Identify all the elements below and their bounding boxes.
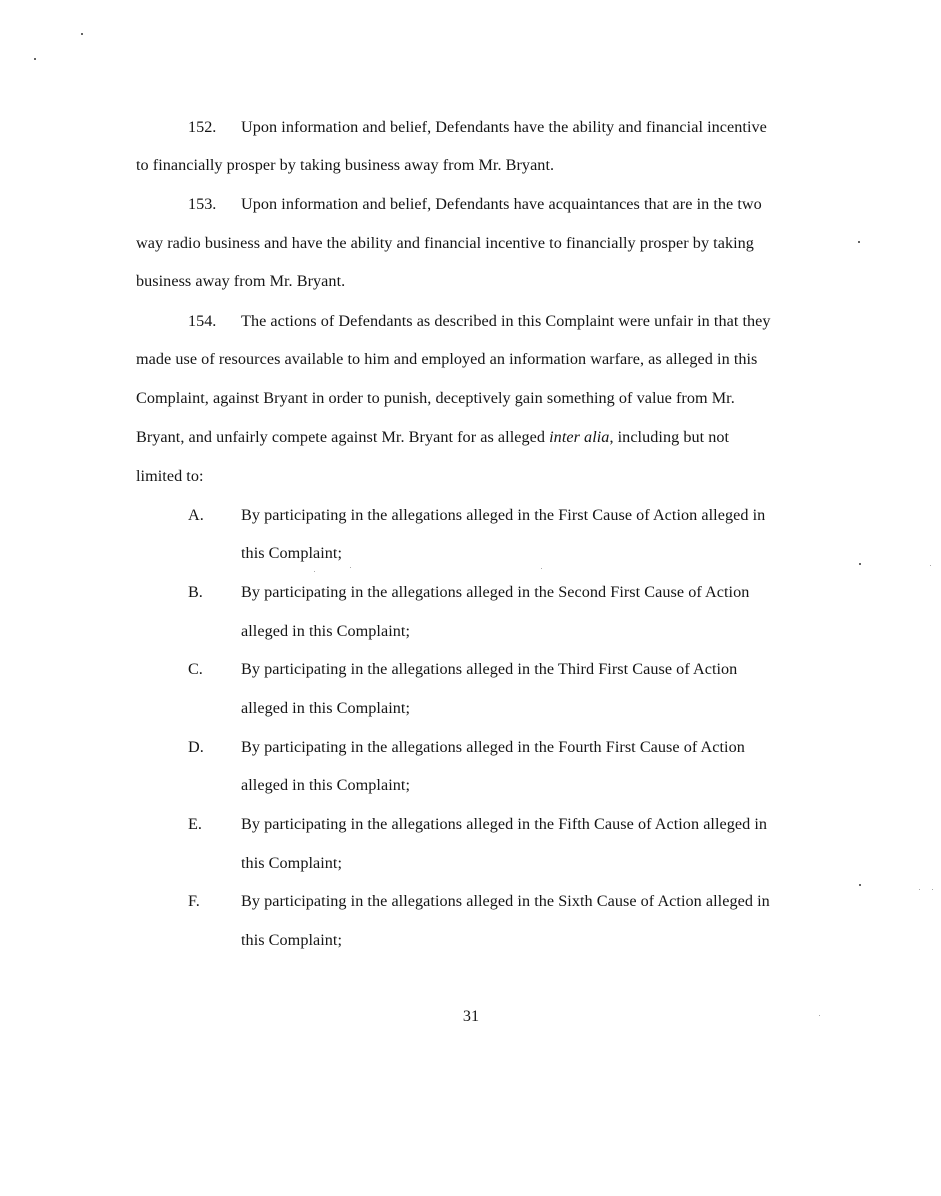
list-item-label-e: E. bbox=[188, 815, 202, 833]
paragraph-154-line-2: made use of resources available to him and employed an information warfare, as alleged in this bbox=[136, 350, 758, 368]
scan-speck bbox=[34, 58, 36, 60]
list-item-c-line-1: By participating in the allegations alleged in the Third First Cause of Action bbox=[241, 660, 738, 678]
list-item-label-b: B. bbox=[188, 583, 203, 601]
list-item-label-a: A. bbox=[188, 506, 204, 524]
list-item-e-line-2: this Complaint; bbox=[241, 854, 343, 872]
scan-speck bbox=[859, 884, 861, 886]
list-item-a-line-1: By participating in the allegations alleged in the First Cause of Action alleged in bbox=[241, 506, 766, 524]
scan-speck bbox=[81, 33, 83, 35]
paragraph-154-line-4-text: Bryant, and unfairly compete against Mr. Bryant for as alleged bbox=[136, 428, 546, 446]
scan-speck bbox=[859, 563, 861, 565]
paragraph-154-line-4-end: , including but not bbox=[609, 428, 730, 446]
list-item-e-line-1: By participating in the allegations alleged in the Fifth Cause of Action alleged in bbox=[241, 815, 768, 833]
list-item-label-c: C. bbox=[188, 660, 203, 678]
list-item-a-line-2: this Complaint; bbox=[241, 544, 343, 562]
scan-speck bbox=[819, 1015, 820, 1016]
scan-speck bbox=[541, 568, 542, 569]
paragraph-154-line-1: The actions of Defendants as described in this Complaint were unfair in that they bbox=[241, 312, 771, 330]
paragraph-153-line-1: Upon information and belief, Defendants have acquaintances that are in the two bbox=[241, 195, 762, 213]
list-item-b-line-2: alleged in this Complaint; bbox=[241, 622, 410, 640]
list-item-f-line-2: this Complaint; bbox=[241, 931, 343, 949]
scan-speck bbox=[930, 565, 931, 566]
scan-speck bbox=[919, 889, 920, 890]
paragraph-154-line-5: limited to: bbox=[136, 467, 204, 485]
list-item-label-d: D. bbox=[188, 738, 204, 756]
paragraph-152-line-2: to financially prosper by taking business away from Mr. Bryant. bbox=[136, 156, 555, 174]
list-item-d-line-2: alleged in this Complaint; bbox=[241, 776, 410, 794]
paragraph-153-line-3: business away from Mr. Bryant. bbox=[136, 272, 346, 290]
list-item-c-line-2: alleged in this Complaint; bbox=[241, 699, 410, 717]
paragraph-number-154: 154. bbox=[188, 312, 217, 330]
list-item-f-line-1: By participating in the allegations alleged in the Sixth Cause of Action alleged in bbox=[241, 892, 770, 910]
paragraph-154-line-4 bbox=[136, 427, 729, 447]
page-number: 31 bbox=[462, 1007, 480, 1025]
list-item-d-line-1: By participating in the allegations alleged in the Fourth First Cause of Action bbox=[241, 738, 745, 756]
paragraph-number-152: 152. bbox=[188, 118, 217, 136]
paragraph-154-line-3: Complaint, against Bryant in order to punish, deceptively gain something of value from Mr. bbox=[136, 389, 735, 407]
paragraph-152-line-1: Upon information and belief, Defendants have the ability and financial incentive bbox=[241, 118, 767, 136]
list-item-label-f: F. bbox=[188, 892, 200, 910]
scan-speck bbox=[932, 889, 933, 890]
list-item-b-line-1: By participating in the allegations alleged in the Second First Cause of Action bbox=[241, 583, 750, 601]
scan-speck bbox=[858, 241, 860, 243]
scan-speck bbox=[314, 571, 315, 572]
latin-phrase: inter alia bbox=[549, 428, 610, 446]
paragraph-153-line-2: way radio business and have the ability and financial incentive to financially prosper by taking bbox=[136, 234, 754, 252]
paragraph-number-153: 153. bbox=[188, 195, 217, 213]
scan-speck bbox=[350, 567, 351, 568]
